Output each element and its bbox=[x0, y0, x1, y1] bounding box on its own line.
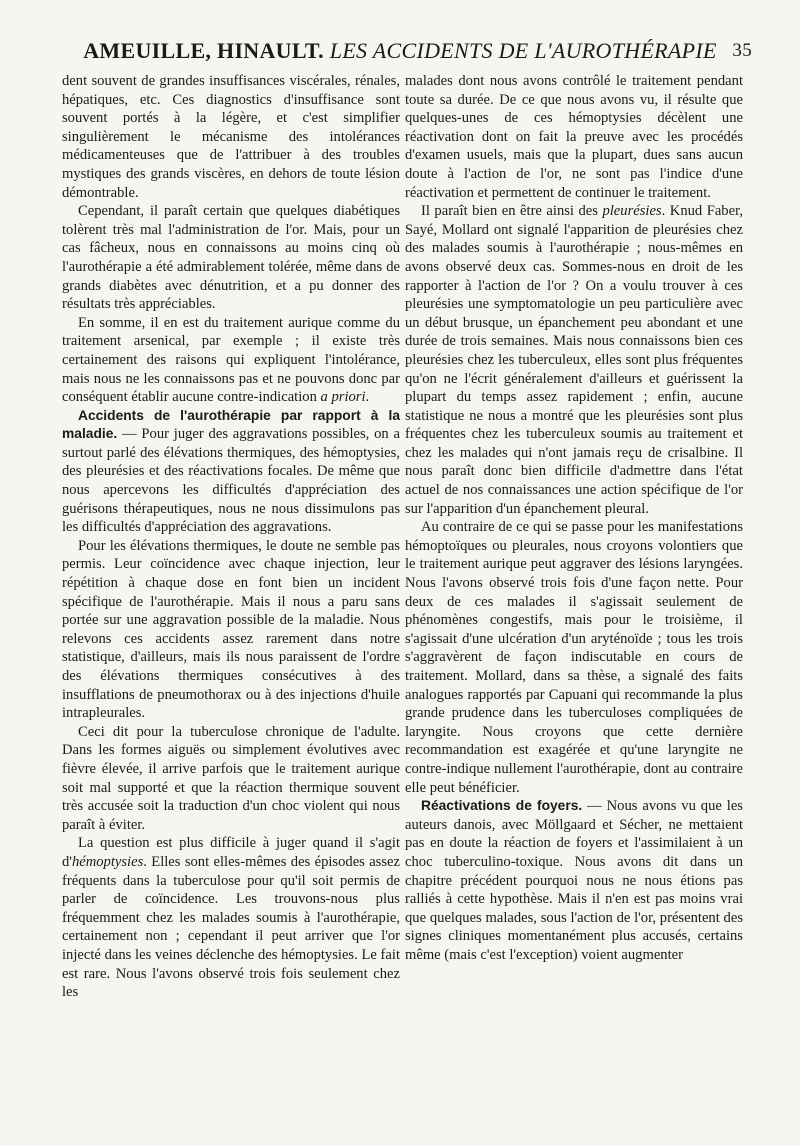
right-column bbox=[405, 72, 743, 965]
paragraph: Pour les élévations thermiques, le doute ne semble pas permis. Leur coïncidence avec chaque injection, leur répétition à chaque dose en font bien un incident spécifique de l'aurothérapie. Mais il nous a paru sans portée sur une aggravation possible de la maladie. Nous relevons ces accidents assez rarement dans notre statistique, d'ailleurs, mais ils nous paraissent de l'ordre des élévations thermiques consécutives à des insufflations de pneumothorax ou à des injections d'huile intrapleurales. bbox=[62, 537, 400, 722]
page-number: 35 bbox=[732, 40, 752, 61]
paragraph bbox=[62, 407, 400, 537]
text-run: La question est plus difficile à juger quand il s'agit d' bbox=[62, 835, 400, 870]
section-heading: Réactivations de foyers. bbox=[421, 798, 583, 814]
text-run: En somme, il en est du traitement aurique comme du traitement arsenical, par exemple ; il existe très certainement des raisons qui expliquent l'intolérance, mais nous ne les connaissons pas et ne pouvons donc par conséquent établir aucune contre-indication bbox=[62, 314, 400, 406]
running-header bbox=[60, 38, 752, 72]
italic-term: hémoptysies bbox=[71, 853, 144, 870]
text-run: . Elles sont elles-mêmes des épisodes assez fréquents dans la tuberculose pour qu'il soit permis de parler de coïncidence. Les trouvons-nous plus fréquemment chez les malades soumis à l'aurothérapie, certainement non ; cependant il peut arriver que l'or injecté dans les veines déclenche des hémoptysies. Le fait est rare. Nous l'avons observé trois fois seulement chez les bbox=[62, 853, 400, 1001]
header-title: LES ACCIDENTS DE L'AUROTHÉRAPIE bbox=[329, 38, 717, 63]
header-authors: AMEUILLE, HINAULT. bbox=[83, 38, 324, 63]
text-run: — Pour juger des aggravations possibles, on a surtout parlé des élévations thermiques, des hémoptysies, des pleurésies et des réactivations focales. De même que nous apercevons les difficultés d'appréciation des guérisons thérapeutiques, nous ne nous dissimulons pas les difficultés d'appréciation des aggravations. bbox=[62, 426, 400, 536]
text-run: . bbox=[365, 389, 370, 406]
text-run: . Knud Faber, Sayé, Mollard ont signalé l'apparition de pleurésies chez des malades soumis à l'aurothérapie ; nous-mêmes en avons observé deux cas. Sommes-nous en droit de les rapporter à l'action de l'or ? On a voulu trouver à ces pleurésies une symptomatologie un peu particulière avec un début brusque, un épanchement peu abondant et une durée de trois semaines. Mais nous connaissons bien ces pleurésies chez les tuberculeux, elles sont plus fréquentes qu'on ne l'écrit généralement d'ailleurs et guérissent la plupart du temps assez rapidement ; enfin, aucune statistique ne nous a montré que les pleurésies sont plus fréquentes chez les tuberculeux soumis au traitement et chez les malades qui n'ont jamais reçu de crisalbine. Il nous paraît donc bien difficile d'admettre dans l'état actuel de nos connaissances une action spécifique de l'or sur l'apparition d'un épanchement pleural. bbox=[405, 203, 743, 517]
italic-term: pleurésies bbox=[602, 203, 662, 220]
section-heading: Accidents de l'aurothérapie par rapport à la maladie. bbox=[62, 407, 400, 442]
paragraph bbox=[62, 834, 400, 1001]
paragraph bbox=[62, 314, 400, 407]
paragraph bbox=[405, 202, 743, 518]
text-run: Il paraît bien en être ainsi des bbox=[421, 203, 603, 220]
italic-term: a priori bbox=[320, 389, 366, 406]
paragraph: Au contraire de ce qui se passe pour les manifestations hémoptoïques ou pleurales, nous croyons volontiers que le traitement aurique peut aggraver des lésions laryngées. Nous l'avons observé trois fois d'une façon nette. Pour deux de ces malades il s'agissait seulement de phénomènes congestifs, mais pour le troisième, il s'agissait d'une ulcération d'un aryténoïde ; tous les trois s'aggravèrent de façon indiscutable en cours de traitement. Mollard, dans sa thèse, a signalé des faits analogues rapportés par Capuani qui recommande la plus grande prudence dans les tuberculoses compliquées de laryngite. Nous croyons que cette dernière recommandation est exagérée et qu'une laryngite ne contre-indique nullement l'aurothérapie, dont au contraire elle peut bénéficier. bbox=[405, 519, 743, 796]
paragraph bbox=[405, 797, 743, 964]
paragraph: malades dont nous avons contrôlé le traitement pendant toute sa durée. De ce que nous avons vu, il résulte que quelques-unes de ces hémoptysies décèlent une réactivation dont on fait la preuve avec les procédés d'examen usuels, mais que la plupart, dues sans aucun doute à l'action de l'or, ne sont pas l'indice d'une réactivation et permettent de continuer le traitement. bbox=[405, 73, 743, 201]
paragraph: Ceci dit pour la tuberculose chronique de l'adulte. Dans les formes aiguës ou simplement évolutives avec fièvre élevée, il arrive parfois que le traitement aurique soit mal supporté et que la réaction thermique souvent très accusée soit la traduction d'un choc violent qui nous paraît à éviter. bbox=[62, 723, 400, 833]
text-run: — Nous avons vu que les auteurs danois, avec Möllgaard et Sécher, ne mettaient pas en doute la réaction de foyers et l'assimilaient à un choc tuberculino-toxique. Nous avons dit dans un chapitre précédent pourquoi nous ne nous étions pas ralliés à cette hypothèse. Mais il n'en est pas moins vrai que quelques malades, sous l'action de l'or, présentent des signes cliniques momentanément plus accusés, certains même (mais c'est l'exception) voient augmenter bbox=[405, 798, 743, 963]
paragraph: Cependant, il paraît certain que quelques diabétiques tolèrent très mal l'administration de l'or. Mais, pour un cas fâcheux, nous en connaissons au moins cinq où l'aurothérapie a été admirablement tolérée, même dans de grands diabètes avec dénutrition, et a pu donner des résultats très appréciables. bbox=[62, 203, 400, 313]
paragraph: dent souvent de grandes insuffisances viscérales, rénales, hépatiques, etc. Ces diagnostics d'insuffisance sont souvent portés à la légère, et c'est simplifier singulièrement le mécanisme des intolérances médicamenteuses que de l'attribuer à des troubles mystiques des grands viscères, en dehors de toute lésion démontrable. bbox=[62, 73, 400, 201]
left-column bbox=[62, 72, 400, 1002]
